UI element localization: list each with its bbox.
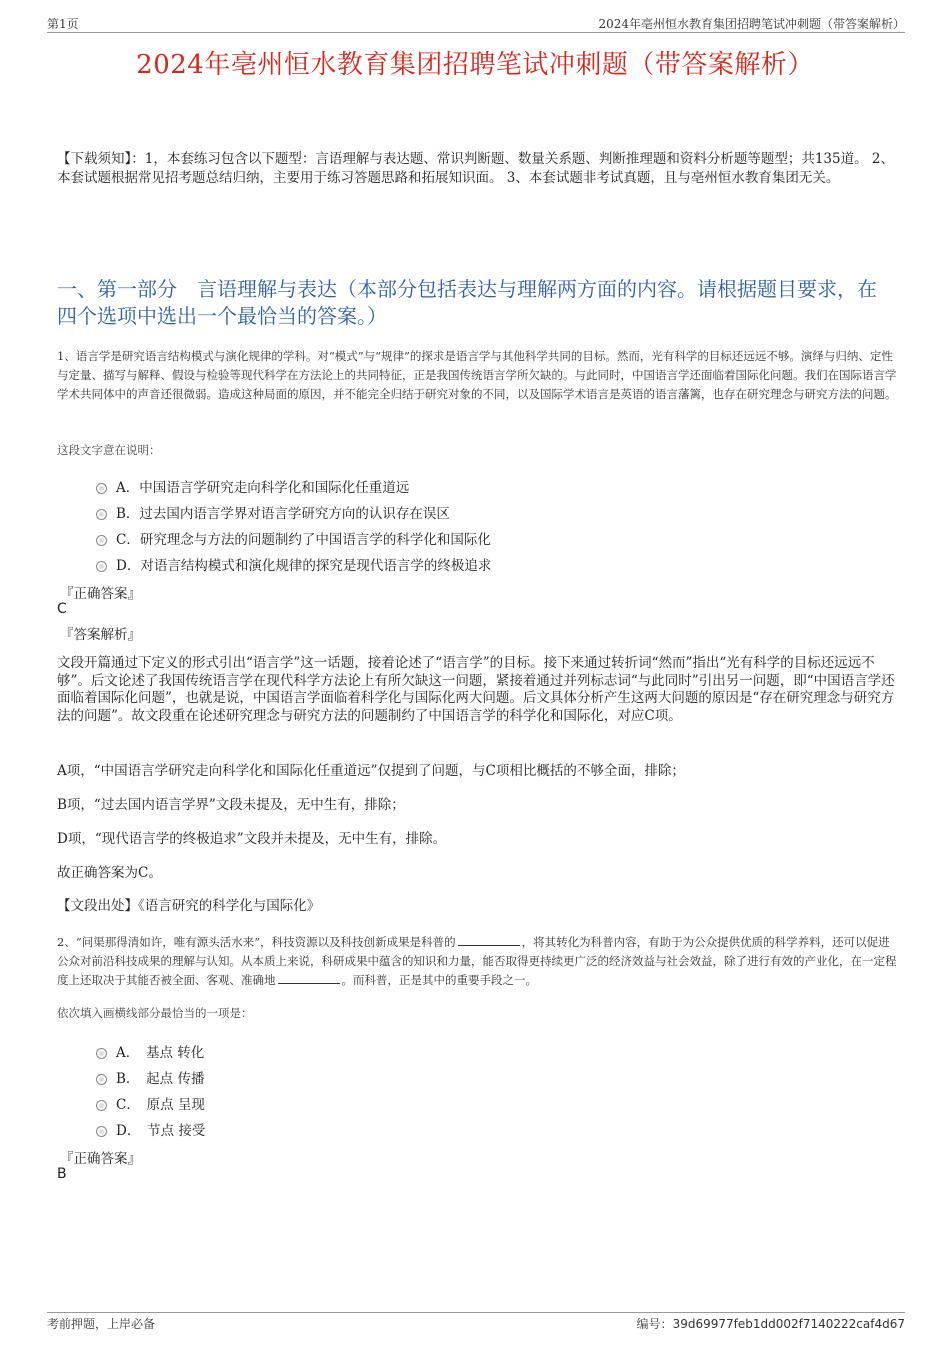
option-b[interactable]	[96, 1064, 205, 1090]
page-title: 2024年亳州恒水教育集团招聘笔试冲刺题（带答案解析）	[136, 50, 814, 80]
radio-icon[interactable]	[96, 1048, 107, 1059]
question-1-text: 1、语言学是研究语言结构模式与演化规律的学科。对“模式”与“规律”的探求是语言学与其他科学共同的目标。然而，光有科学的目标还远远不够。演绎与归纳、定性与定量、描写与解释、假设与检验等现代科学在方法论上的共同特征，正是我国传统语言学所欠缺的。与此同时，中国语言学还面临着国际化问题。我们在国际语言学学术共同体中的声音还很微弱。造成这种局面的原因，并不能完全归结于研究对象的不同，以及国际学术语言是英语的语言藩篱，也存在研究理念与研究方法的问题。	[57, 349, 897, 401]
option-a[interactable]	[96, 473, 491, 499]
footer-slogan: 考前押题，上岸必备	[47, 1317, 156, 1331]
question-2-text: 2、“问渠那得清如许，唯有源头活水来”，科技资源以及科技创新成果是科普的 ，将其转化为科普内容，有助于为公众提供优质的科学养料，还可以促进公众对前沿科技成果的理解与认知。从本质上来说，科研成果中蕴含的知识和力量，能否取得更持续更广泛的经济效益与社会效益，除了进行有效的产业化，在一定程度上还取决于其能否被全面、客观、准确地 。而科普，正是其中的重要手段之一。	[57, 935, 897, 987]
option-c[interactable]	[96, 1090, 205, 1116]
radio-icon[interactable]	[96, 561, 107, 572]
header-doc-title: 2024年亳州恒水教育集团招聘笔试冲刺题（带答案解析）	[598, 17, 905, 31]
page-header	[47, 12, 905, 33]
option-label: D． 节点 接受	[116, 1123, 206, 1139]
question-1-prompt: 这段文字意在说明：	[57, 443, 161, 457]
correct-answer-label: 『正确答案』	[60, 1151, 141, 1167]
footer-code: 编号：39d69977feb1dd002f7140222caf4d67	[636, 1317, 905, 1331]
correct-answer-label: 『正确答案』	[60, 586, 141, 602]
analysis-label: 『答案解析』	[60, 627, 141, 643]
correct-answer: C	[57, 601, 67, 617]
radio-icon[interactable]	[96, 483, 107, 494]
page-footer	[47, 1312, 905, 1331]
section-heading: 一、第一部分 言语理解与表达（本部分包括表达与理解两方面的内容。请根据题目要求，在四个选项中选出一个最恰当的答案。）	[57, 277, 877, 328]
option-label: C． 原点 呈现	[116, 1097, 205, 1113]
option-label: B．过去国内语言学界对语言学研究方向的认识存在误区	[116, 506, 450, 522]
radio-icon[interactable]	[96, 509, 107, 520]
option-label: A．中国语言学研究走向科学化和国际化任重道远	[116, 480, 410, 496]
question-1-options	[96, 473, 491, 577]
radio-icon[interactable]	[96, 535, 107, 546]
page-number: 第1页	[47, 17, 79, 31]
analysis-option-a: A项，“中国语言学研究走向科学化和国际化任重道远”仅提到了问题，与C项相比概括的不够全面，排除；	[57, 763, 685, 779]
correct-answer: B	[57, 1166, 67, 1182]
text-source: 【文段出处】《语言研究的科学化与国际化》	[57, 898, 321, 914]
option-label: B． 起点 传播	[116, 1071, 205, 1087]
analysis-conclusion: 故正确答案为C。	[57, 865, 162, 881]
question-2-prompt: 依次填入画横线部分最恰当的一项是：	[57, 1006, 253, 1020]
option-d[interactable]	[96, 1116, 205, 1142]
option-b[interactable]	[96, 499, 491, 525]
fill-blank	[278, 973, 340, 984]
option-d[interactable]	[96, 551, 491, 577]
fill-blank	[458, 935, 520, 946]
option-label: A． 基点 转化	[116, 1045, 205, 1061]
analysis-paragraph: 文段开篇通过下定义的形式引出“语言学”这一话题，接着论述了“语言学”的目标。接下来通过转折词“然而”指出“光有科学的目标还远远不够”。后文论述了我国传统语言学在现代科学方法论上有所欠缺这一问题，紧接着通过并列标志词“与此同时”引出另一问题，即“中国语言学还面临着国际化问题”，也就是说，中国语言学面临着科学化与国际化两大问题。后文具体分析产生这两大问题的原因是“存在研究理念与研究方法的问题”。故文段重在论述研究理念与研究方法的问题制约了中国语言学的科学化和国际化，对应C项。	[57, 655, 895, 724]
radio-icon[interactable]	[96, 1126, 107, 1137]
radio-icon[interactable]	[96, 1100, 107, 1111]
analysis-option-d: D项，“现代语言学的终极追求”文段并未提及，无中生有，排除。	[57, 831, 447, 847]
download-notice: 【下载须知】：1，本套练习包含以下题型：言语理解与表达题、常识判断题、数量关系题、判断推理题和资料分析题等题型；共135道。 2、本套试题根据常见招考题总结归纳，主要用于练习答题思路和拓展知识面。 3、本套试题非考试真题，且与亳州恒水教育集团无关。	[57, 151, 894, 186]
option-label: C．研究理念与方法的问题制约了中国语言学的科学化和国际化	[116, 532, 491, 548]
radio-icon[interactable]	[96, 1074, 107, 1085]
question-2-options	[96, 1038, 205, 1142]
analysis-option-b: B项，“过去国内语言学界”文段未提及，无中生有，排除；	[57, 797, 405, 813]
option-a[interactable]	[96, 1038, 205, 1064]
option-c[interactable]	[96, 525, 491, 551]
option-label: D．对语言结构模式和演化规律的探究是现代语言学的终极追求	[116, 558, 492, 574]
